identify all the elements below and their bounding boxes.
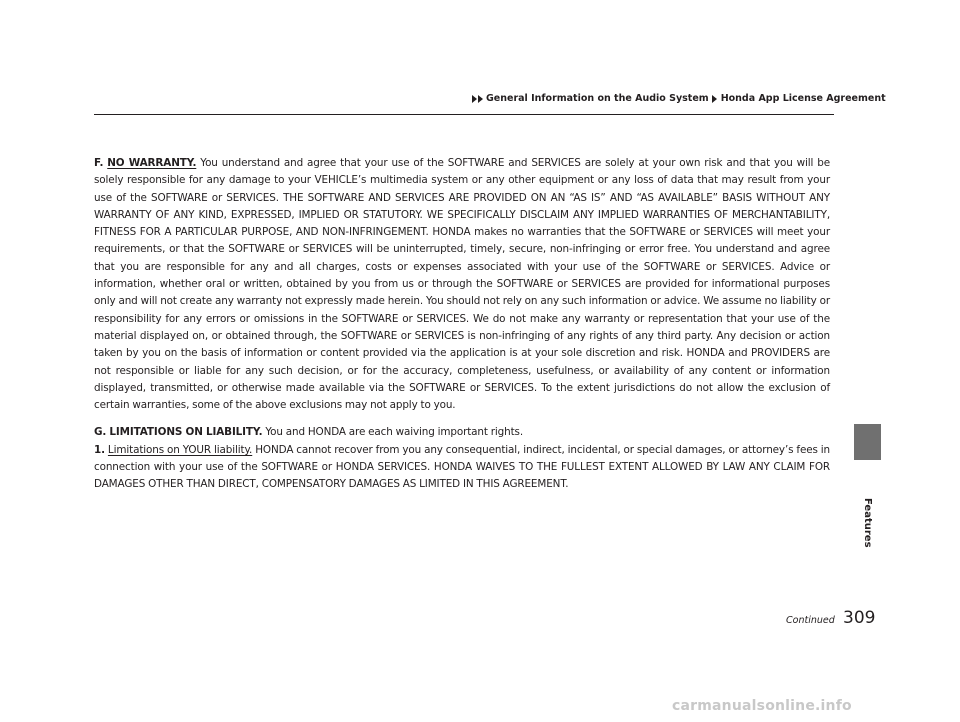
document-body [94, 155, 830, 494]
clause-1 [94, 442, 830, 494]
section-tab-marker [854, 424, 881, 460]
section-letter: F. [94, 157, 104, 169]
section-f [94, 155, 830, 414]
clause-title: Limitations on YOUR liability. [107, 443, 253, 456]
breadcrumb [472, 93, 886, 104]
page-number: 309 [843, 608, 876, 628]
continued-label: Continued [786, 615, 835, 626]
arrow-right-icon [712, 95, 717, 103]
section-tab-label: Features [862, 498, 873, 548]
clause-text: HONDA cannot recover from you any consequential, indirect, incidental, or special damages, or attorney’s fees in connection with your use of the SOFTWARE or HONDA SERVICES. HONDA WAIVES TO THE FULLEST EXTENT ALLOWED BY LAW ANY CLAIM FOR DAMAGES OTHER THAN DIRECT, COMPENSATORY DAMAGES AS LIMITED IN THIS AGREEMENT. [94, 443, 830, 491]
arrow-right-icon [472, 95, 477, 103]
section-text: You understand and agree that your use of the SOFTWARE and SERVICES are solely at your own risk and that you will be solely responsible for any damage to your VEHICLE’s multimedia system or any other equipment or any loss of data that may result from your use of the SOFTWARE or SERVICES. THE SOFTWARE AND SERVICES ARE PROVIDED ON AN “AS IS” AND “AS AVAILABLE” BASIS WITHOUT ANY WARRANTY OF ANY KIND, EXPRESSED, IMPLIED OR STATUTORY. WE SPECIFICALLY DISCLAIM ANY IMPLIED WARRANTIES OF MERCHANTABILITY, FITNESS FOR A PARTICULAR PURPOSE, AND NON-INFRINGEMENT. HONDA makes no warranties that the SOFTWARE or SERVICES will meet your requirements, or that the SOFTWARE or SERVICES will be uninterrupted, timely, secure, non-infringing or error free. You understand and agree that you are responsible for any and all charges, costs or expenses associated with your use of the SOFTWARE or SERVICES. Advice or information, whether oral or written, obtained by you from us or through the SOFTWARE or SERVICES are provided for informational purposes only and will not create any warranty not expressly made herein. You should not rely on any such information or advice. We assume no liability or responsibility for any errors or omissions in the SOFTWARE or SERVICES. We do not make any warranty or representation that your use of the material displayed on, or obtained through, the SOFTWARE or SERVICES is non-infringing of any rights of any third party. Any decision or action taken by you on the basis of information or content provided via the application is at your sole discretion and risk. HONDA and PROVIDERS are not responsible or liable for any such decision, or for the accuracy, completeness, usefulness, or availability of any content or information displayed, transmitted, or otherwise made available via the SOFTWARE or SERVICES. To the extent jurisdictions do not allow the exclusion of certain warranties, some of the above exclusions may not apply to you. [94, 157, 830, 412]
breadcrumb-item[interactable]: General Information on the Audio System [486, 93, 709, 104]
breadcrumb-item[interactable]: Honda App License Agreement [720, 93, 886, 104]
section-title: NO WARRANTY. [107, 157, 197, 169]
header-divider [94, 114, 834, 115]
watermark: carmanualsonline.info [672, 698, 852, 714]
clause-number: 1. [94, 443, 105, 456]
section-text: You and HONDA are each waiving important rights. [265, 426, 524, 439]
arrow-right-icon [478, 95, 483, 103]
section-g [94, 424, 830, 441]
section-title: G. LIMITATIONS ON LIABILITY. [94, 426, 263, 439]
